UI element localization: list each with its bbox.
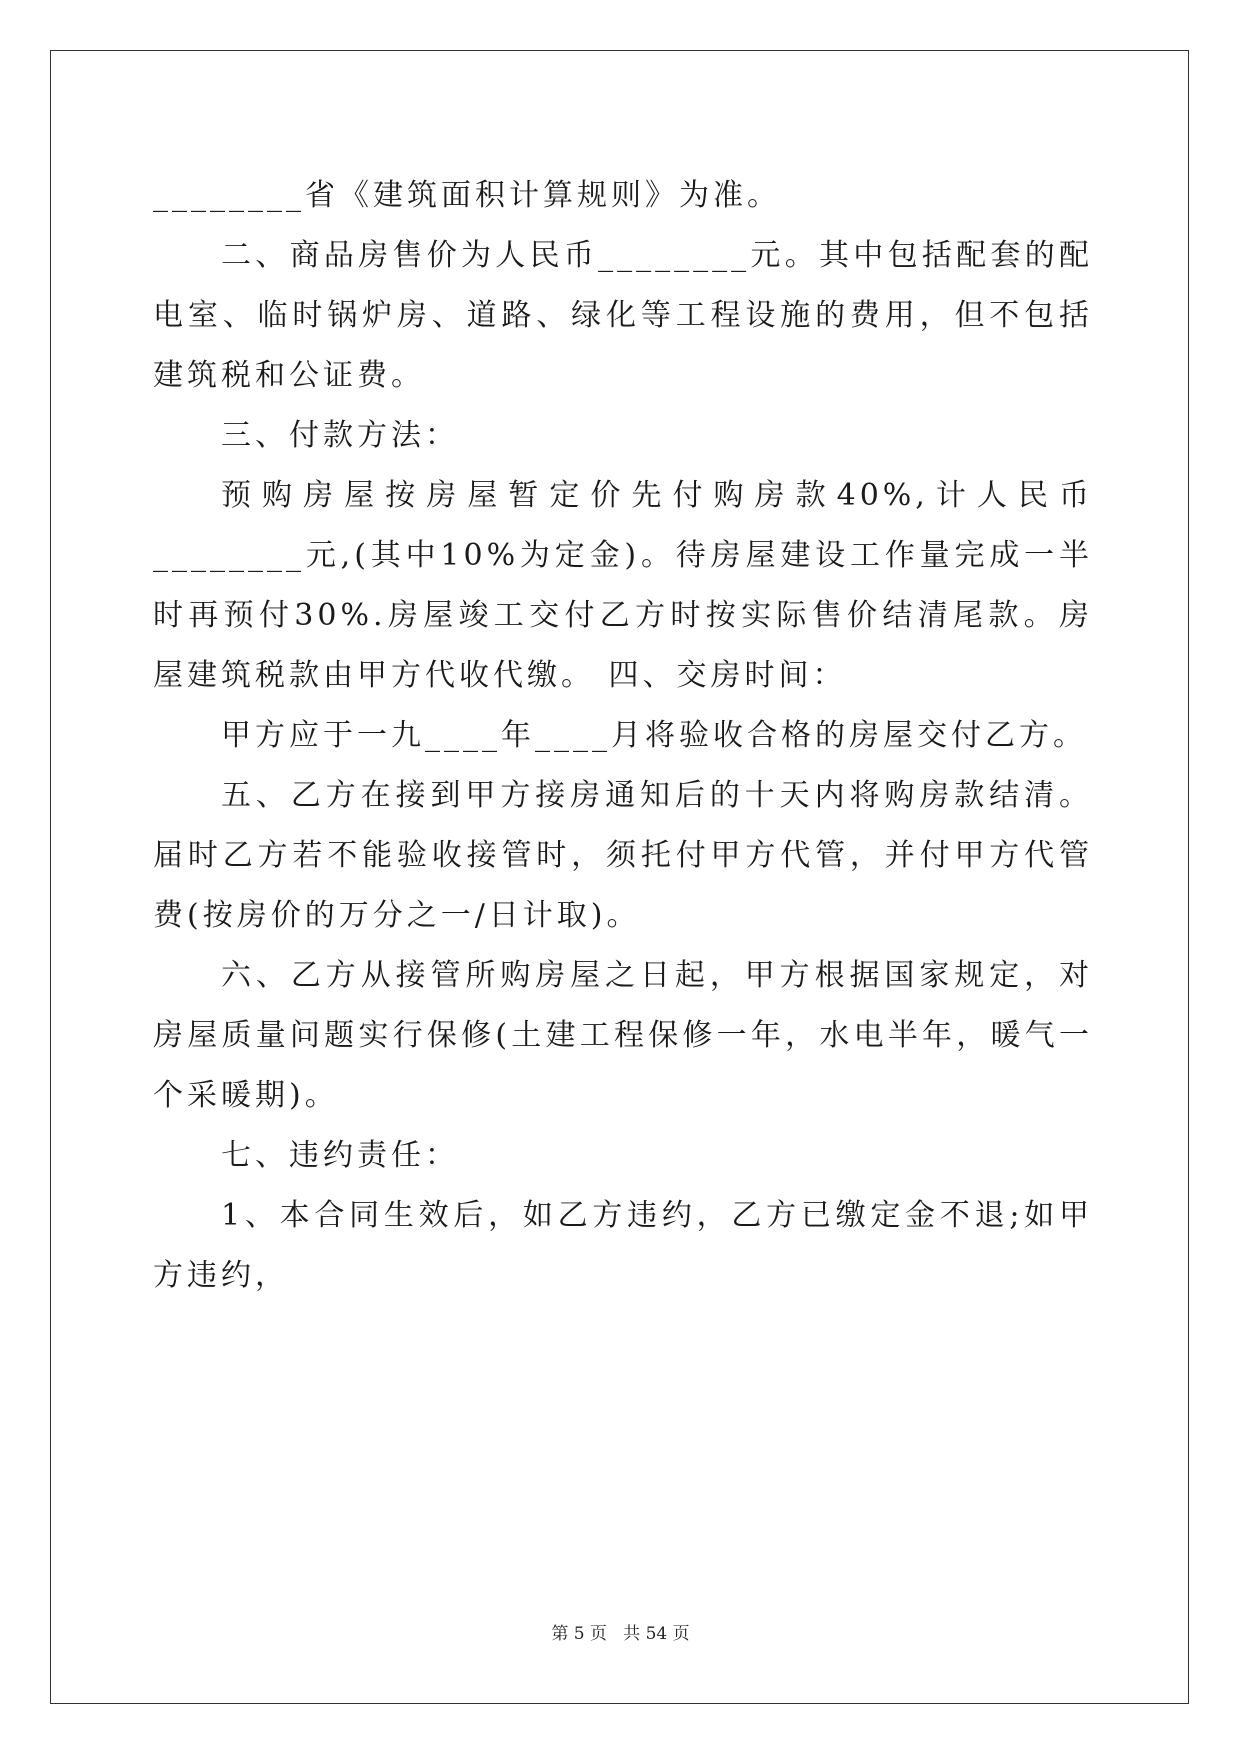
page-number: 第 5 页 共 54 页 [551, 1624, 690, 1644]
paragraph-liability-1: 1、本合同生效后，如乙方违约，乙方已缴定金不退;如甲方违约， [153, 1198, 1093, 1293]
paragraph-price: 二、商品房售价为人民币________元。其中包括配套的配电室、临时锅炉房、道路、绿化等工程设施的费用，但不包括建筑税和公证费。 [153, 238, 1093, 393]
paragraph-settlement: 五、乙方在接到甲方接房通知后的十天内将购房款结清。届时乙方若不能验收接管时，须托付甲方代管，并付甲方代管费(按房价的万分之一/日计取)。 [153, 778, 1093, 933]
paragraph-delivery-date: 甲方应于一九____年____月将验收合格的房屋交付乙方。 [221, 718, 1087, 753]
paragraph-liability-heading: 七、违约责任： [221, 1138, 459, 1173]
page-footer [0, 1619, 1241, 1644]
paragraph-area-standard: ________省《建筑面积计算规则》为准。 [153, 178, 781, 213]
document-body [153, 166, 1093, 1306]
paragraph-warranty: 六、乙方从接管所购房屋之日起，甲方根据国家规定，对房屋质量问题实行保修(土建工程保修一年，水电半年，暖气一个采暖期)。 [153, 958, 1093, 1113]
paragraph-payment-heading: 三、付款方法： [221, 418, 459, 453]
paragraph-payment-terms: 预购房屋按房屋暂定价先付购房款40%,计人民币________元,(其中10%为定金)。待房屋建设工作量完成一半时再预付30%.房屋竣工交付乙方时按实际售价结清尾款。房屋建筑税款由甲方代收代缴。 四、交房时间： [153, 478, 1093, 693]
